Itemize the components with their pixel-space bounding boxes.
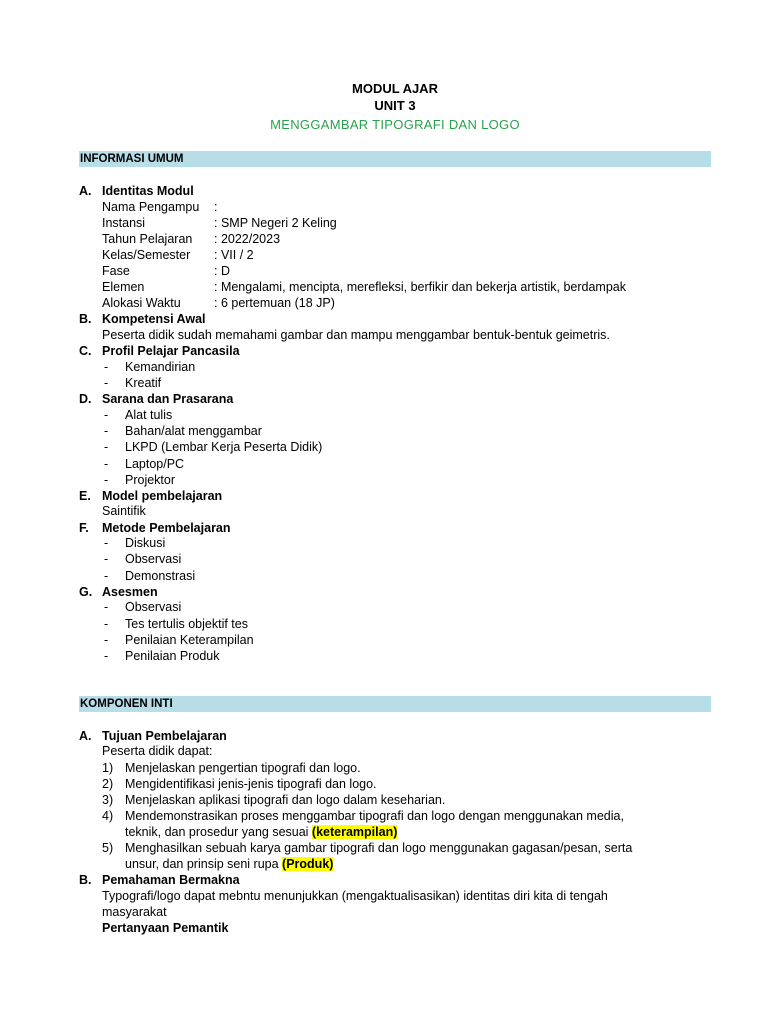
list-item: Tes tertulis objektif tes [125,617,248,631]
tujuan-item: Mengidentifikasi jenis-jenis tipografi dan logo. [125,777,377,791]
list-letter: A. [79,184,92,198]
tujuan-item: Menjelaskan pengertian tipografi dan logo. [125,761,361,775]
tujuan-item-cont-text: teknik, dan prosedur yang sesuai [125,825,312,839]
label-nama-pengampu: Nama Pengampu [102,200,200,214]
tujuan-item: Mendemonstrasikan proses menggambar tipografi dan logo dengan menggunakan media, [125,809,624,823]
title-unit: UNIT 3 [374,98,416,113]
kompetensi-awal-text: Peserta didik sudah memahami gambar dan mampu menggambar bentuk-bentuk geimetris. [102,328,610,342]
tujuan-item: Menjelaskan aplikasi tipografi dan logo dalam keseharian. [125,793,446,807]
heading-asesmen: Asesmen [102,585,158,599]
bullet-dash: - [104,600,109,614]
value-nama-pengampu: : [214,200,218,214]
bullet-dash: - [104,376,109,390]
tujuan-item-continuation [125,856,333,872]
bullet-dash: - [104,360,109,374]
heading-profil-pelajar: Profil Pelajar Pancasila [102,344,240,358]
bullet-dash: - [104,633,109,647]
tujuan-intro: Peserta didik dapat: [102,744,213,758]
tujuan-item-cont-text: unsur, dan prinsip seni rupa [125,857,283,871]
subheading-pertanyaan-pemantik: Pertanyaan Pemantik [102,921,229,935]
bullet-dash: - [104,424,109,438]
list-letter: B. [79,312,92,326]
heading-sarana-prasarana: Sarana dan Prasarana [102,392,234,406]
heading-pemahaman-bermakna: Pemahaman Bermakna [102,873,240,887]
bullet-dash: - [104,440,109,454]
label-instansi: Instansi [102,216,146,230]
value-instansi: : SMP Negeri 2 Keling [214,216,337,230]
bullet-dash: - [104,552,109,566]
list-item: Demonstrasi [125,569,196,583]
list-item: Observasi [125,600,182,614]
value-tahun-pelajaran: : 2022/2023 [214,232,281,246]
tujuan-item: Menghasilkan sebuah karya gambar tipografi dan logo menggunakan gagasan/pesan, serta [125,841,633,855]
list-item: LKPD (Lembar Kerja Peserta Didik) [125,440,323,454]
bullet-dash: - [104,569,109,583]
tujuan-item-continuation [125,824,397,840]
pemahaman-text: Typografi/logo dapat mebntu menunjukkan (mengaktualisasikan) identitas diri kita di tengah [102,889,608,903]
value-alokasi-waktu: : 6 pertemuan (18 JP) [214,296,335,310]
title-modul-ajar: MODUL AJAR [352,81,438,96]
heading-metode-pembelajaran: Metode Pembelajaran [102,521,231,535]
label-tahun-pelajaran: Tahun Pelajaran [102,232,193,246]
item-number: 5) [102,841,114,855]
list-letter: D. [79,392,92,406]
list-item: Diskusi [125,536,166,550]
bullet-dash: - [104,473,109,487]
list-item: Bahan/alat menggambar [125,424,262,438]
item-number: 2) [102,777,114,791]
label-alokasi-waktu: Alokasi Waktu [102,296,181,310]
list-item: Laptop/PC [125,457,185,471]
highlight-keterampilan: (keterampilan) [311,825,398,839]
model-pembelajaran-text: Saintifik [102,504,146,518]
bullet-dash: - [104,457,109,471]
bullet-dash: - [104,536,109,550]
value-elemen: : Mengalami, mencipta, merefleksi, berfikir dan bekerja artistik, berdampak [214,280,626,294]
item-number: 1) [102,761,114,775]
label-kelas-semester: Kelas/Semester [102,248,191,262]
list-item: Penilaian Keterampilan [125,633,254,647]
list-item: Alat tulis [125,408,173,422]
heading-identitas-modul: Identitas Modul [102,184,194,198]
value-kelas-semester: : VII / 2 [214,248,254,262]
list-item: Kreatif [125,376,162,390]
list-letter: B. [79,873,92,887]
list-letter: E. [79,489,91,503]
list-letter: C. [79,344,92,358]
value-fase: : D [214,264,230,278]
heading-kompetensi-awal: Kompetensi Awal [102,312,206,326]
list-item: Projektor [125,473,176,487]
title-block [0,80,768,136]
item-number: 4) [102,809,114,823]
label-fase: Fase [102,264,130,278]
section-header-komponen-inti: KOMPONEN INTI [79,696,711,712]
list-item: Penilaian Produk [125,649,220,663]
list-letter: F. [79,521,89,535]
section-header-informasi-umum: INFORMASI UMUM [79,151,711,167]
bullet-dash: - [104,617,109,631]
heading-tujuan-pembelajaran: Tujuan Pembelajaran [102,729,227,743]
list-item: Observasi [125,552,182,566]
heading-model-pembelajaran: Model pembelajaran [102,489,223,503]
highlight-produk: (Produk) [282,857,334,871]
item-number: 3) [102,793,114,807]
label-elemen: Elemen [102,280,145,294]
pemahaman-text: masyarakat [102,905,167,919]
title-topic: MENGGAMBAR TIPOGRAFI DAN LOGO [270,117,520,132]
bullet-dash: - [104,649,109,663]
list-item: Kemandirian [125,360,196,374]
list-letter: G. [79,585,93,599]
bullet-dash: - [104,408,109,422]
list-letter: A. [79,729,92,743]
